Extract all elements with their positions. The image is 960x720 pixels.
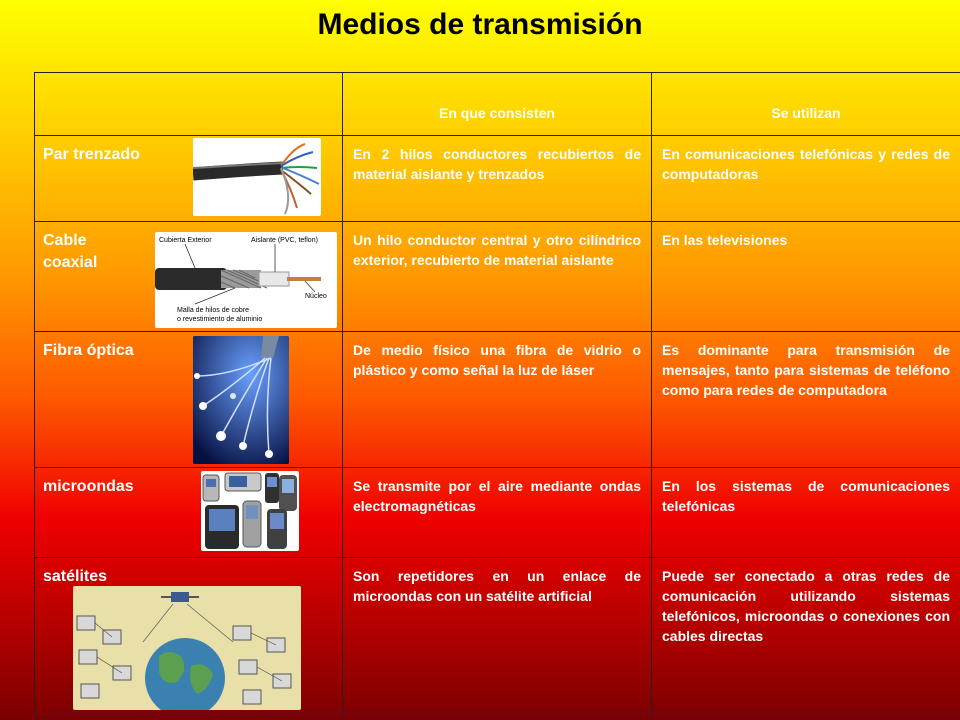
medium-name: Fibra óptica — [43, 342, 134, 359]
table-row — [35, 332, 960, 468]
medium-cell — [35, 558, 343, 718]
medium-cell — [35, 222, 343, 332]
medium-name: Cable coaxial — [43, 232, 98, 271]
utilizan-cell: En los sistemas de comunicaciones telefónicas — [652, 468, 960, 558]
medium-cell — [35, 468, 343, 558]
satellite-network-image — [73, 586, 301, 710]
utilizan-cell: En comunicaciones telefónicas y redes de computadoras — [652, 136, 960, 222]
medium-cell — [35, 332, 343, 468]
consisten-cell: Son repetidores en un enlace de microondas con un satélite artificial — [343, 558, 652, 718]
consisten-cell: Un hilo conductor central y otro cilíndrico exterior, recubierto de material aislante — [343, 222, 652, 332]
coax-label-aislante: Aislante (PVC, teflon) — [251, 237, 318, 244]
medium-name: satélites — [43, 568, 108, 585]
header-utilizan: Se utilizan — [652, 73, 960, 136]
consisten-cell: Se transmite por el aire mediante ondas electromagnéticas — [343, 468, 652, 558]
utilizan-cell: Puede ser conectado a otras redes de comunicación utilizando sistemas telefónicos, microondas o conexiones con cables directas — [652, 558, 960, 718]
header-row — [35, 73, 960, 136]
coax-label-nucleo: Núcleo — [305, 293, 327, 300]
coax-label-malla2: o revestimiento de aluminio — [177, 316, 263, 323]
utilizan-cell: Es dominante para transmisión de mensajes, tanto para sistemas de teléfono como para redes de computadora — [652, 332, 960, 468]
utilizan-cell: En las televisiones — [652, 222, 960, 332]
table-row — [35, 468, 960, 558]
page-title: Medios de transmisión — [317, 8, 643, 41]
mobile-phones-image — [201, 471, 299, 551]
table-row — [35, 558, 960, 718]
fiber-optic-image — [193, 336, 289, 464]
medium-name: Par trenzado — [43, 146, 140, 163]
consisten-cell: De medio físico una fibra de vidrio o plástico y como señal la luz de láser — [343, 332, 652, 468]
table-row — [35, 222, 960, 332]
coax-label-cubierta: Cubierta Exterior — [159, 237, 212, 244]
table-row — [35, 136, 960, 222]
transmission-table — [34, 72, 960, 718]
medium-cell — [35, 136, 343, 222]
twisted-pair-image — [193, 138, 321, 216]
header-empty-cell — [35, 73, 343, 136]
coax-label-malla1: Malla de hilos de cobre — [177, 307, 249, 314]
header-consisten: En que consisten — [343, 73, 652, 136]
consisten-cell: En 2 hilos conductores recubiertos de material aislante y trenzados — [343, 136, 652, 222]
coaxial-cable-image — [155, 232, 337, 328]
medium-name: microondas — [43, 478, 134, 495]
